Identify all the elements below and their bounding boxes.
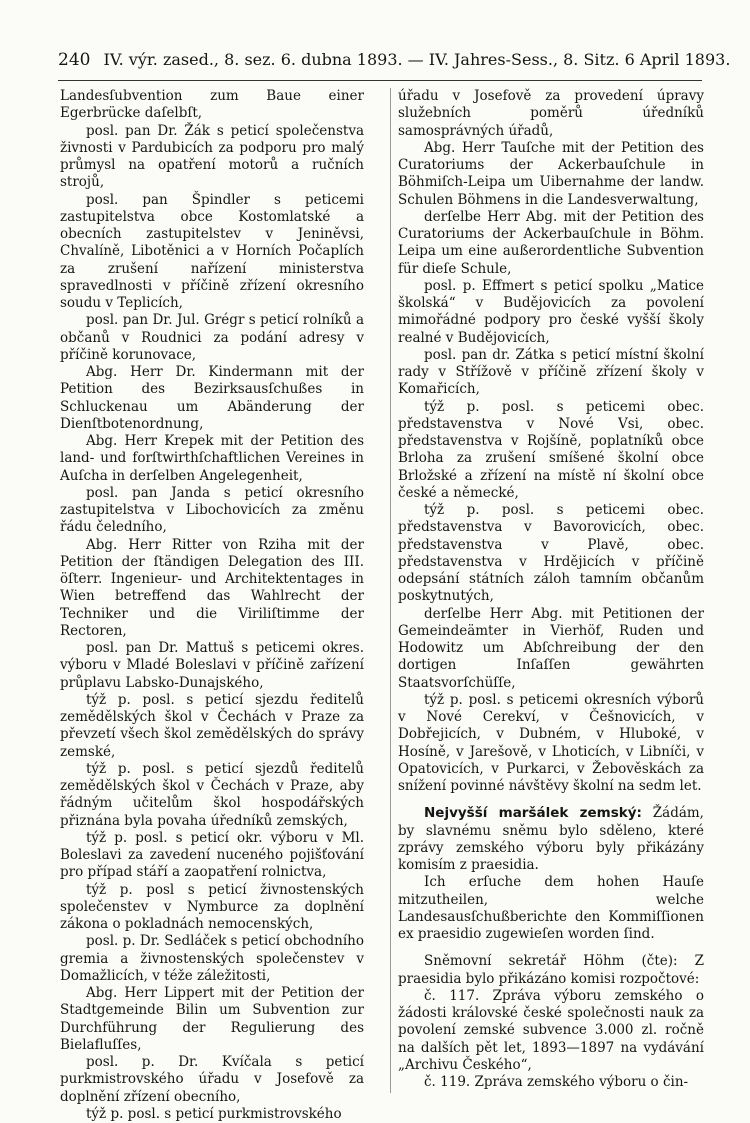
running-title: IV. výr. zased., 8. sez. 6. dubna 1893. — IV. Jahres-Sess., 8. Sitz. 6 April 1893.	[103, 50, 731, 69]
paragraph: posl. p. Dr. Kvíčala s peticí purkmistrovského úřadu v Josefově za doplnění zřízení obecního,	[60, 1054, 364, 1105]
paragraph: Abg. Herr Dr. Kindermann mit der Petition des Bezirksausſchußes in Schluckenau um Abänderung der Dienſtbotenordnung,	[60, 364, 364, 432]
paragraph: týž p. posl s peticí živnostenských společenstev v Nymburce za doplnění zákona o pokladnách nemocenských,	[60, 881, 364, 932]
paragraph: posl. pan dr. Zátka s peticí místní školní rady v Střížově v příčině zřízení školy v Komařicích,	[398, 346, 704, 398]
speaker-name: Nejvyšší maršálek zemský:	[424, 805, 642, 822]
paragraph: č. 119. Zpráva zemského výboru o čin-	[424, 1074, 689, 1090]
paragraph: posl. pan Janda s peticí okresního zastupitelstva v Libochovicích za změnu řádu čeledního,	[60, 484, 364, 536]
paragraph: týž p. posl. s peticí sjezdu ředitelů zemědělských škol v Čechách v Praze za převzetí všech škol zemědělských do správy zemské,	[60, 691, 364, 760]
left-column	[60, 88, 364, 1123]
paragraph: derſelbe Herr Abg. mit der Petition des Curatoriums der Ackerbauſchule in Böhm. Leipa um eine außerordentliche Subvention für dieſe Schule,	[398, 208, 704, 277]
paragraph: posl. p. Dr. Sedláček s peticí obchodního gremia a živnostenských společenstev v Domažlicích, v téže záležitosti,	[60, 933, 364, 984]
page-header	[58, 50, 731, 70]
column-divider	[390, 88, 391, 1093]
header-rule	[58, 80, 702, 81]
paragraph: posl. pan Dr. Mattuš s peticemi okres. výboru v Mladé Boleslavi v příčině zařízení průplavu Labsko-Dunajského,	[60, 640, 364, 691]
paragraph: týž p. posl. s peticí okr. výboru v Ml. Boleslavi za zavedení nuceného pojišťování pro případ stáří a zaopatření rolnictva,	[60, 829, 364, 881]
paragraph: Landesſubvention zum Baue einer Egerbrücke daſelbſt,	[60, 88, 364, 122]
speech-text: Žádám, by slavnému sněmu bylo sděleno, které zprávy zemského výboru byly přikázány komisím z praesidia.	[398, 805, 704, 873]
paragraph: týž p. posl. s peticemi okresních výborů v Nové Cerekví, v Češnovicích, v Dobřejicích, v Dubném, v Hluboké, v Hosíně, v Jarešově, v Lhoticích, v Libníči, v Opatovicích, v Purkarci, v Žebověskách za snížení povinné návštěvy školní na sedm let.	[398, 691, 704, 794]
paragraph: Sněmovní sekretář Höhm (čte): Z praesidia bylo přikázáno komisi rozpočtové:	[398, 953, 704, 987]
paragraph: Abg. Herr Ritter von Rziha mit der Petition der ſtändigen Delegation des III. öſterr. Ingenieur- und Architektentages in Wien betreffend das Wahlrecht der Techniker und die Viriliſtimme der Rectoren,	[60, 536, 364, 639]
paragraph: úřadu v Josefově za provedení úpravy služebních poměrů úředníků samosprávných úřadů,	[398, 88, 704, 139]
paragraph: posl. pan Špindler s peticemi zastupitelstva obce Kostomlatské a obecních zastupitelstev v Jeniněvsi, Chvalíně, Libotěnici a v Horních Počaplích za zrušení nařízení ministerstva spravedlnosti v příčině zřízení okresního soudu v Teplicích,	[60, 191, 364, 311]
speech-paragraph	[398, 805, 704, 874]
paragraph: týž p. posl. s peticí purkmistrovského	[86, 1105, 342, 1122]
paragraph: č. 117. Zpráva výboru zemského o žádosti královské české společnosti nauk za povolení zemské subvence 3.000 zl. ročně na dalších pět let, 1893—1897 na vydávání „Archivu Českého“,	[398, 987, 704, 1073]
paragraph: posl. pan Dr. Žák s peticí společenstva živnosti v Pardubicích za podporu pro malý průmysl na opatření motorů a ručních strojů,	[60, 122, 364, 191]
paragraph: týž p. posl. s peticemi obec. představenstva v Bavorovicích, obec. představenstva v Plavě, obec. představenstva v Hrdějicích v příčině odepsání státních záloh tamním občanům poskytnutých,	[398, 502, 704, 605]
paragraph: posl. p. Effmert s peticí spolku „Matice školská“ v Budějovicích za povolení mimořádné podpory pro české vyšší školy realné v Budějovicích,	[398, 277, 704, 346]
paragraph: Ich erſuche dem hohen Hauſe mitzutheilen, welche Landesausſchußberichte den Kommiſſionen ex praesidio zugewieſen worden ſind.	[398, 874, 704, 942]
paragraph: posl. pan Dr. Jul. Grégr s peticí rolníků a občanů v Roudnici za podání adresy v příčině korunovace,	[60, 312, 364, 363]
paragraph: Abg. Herr Lippert mit der Petition der Stadtgemeinde Bilin um Subvention zur Durchführung der Regulierung des Bielafluſſes,	[60, 985, 364, 1053]
paragraph: derſelbe Herr Abg. mit Petitionen der Gemeindeämter in Vierhöf, Ruden und Hodowitz um Abſchreibung der den dortigen Inſaſſen gewährten Staatsvorſchüſſe,	[398, 605, 704, 691]
page-number: 240	[58, 50, 91, 70]
right-column	[398, 88, 704, 1091]
paragraph: Abg. Herr Tauſche mit der Petition des Curatoriums der Ackerbauſchule in Böhmiſch-Leipa um Uibernahme der landw. Schulen Böhmens in die Landesverwaltung,	[398, 139, 704, 208]
paragraph: Abg. Herr Krepek mit der Petition des land- und forſtwirthſchaftlichen Vereines in Auſcha in derſelben Angelegenheit,	[60, 433, 364, 484]
paragraph: týž p. posl. s peticemi obec. představenstva v Nové Vsi, obec. představenstva v Rojšíně, poplatníků obce Brloha za zrušení smíšené školní obce Brložské a zřízení na místě ní školní obce české a německé,	[398, 398, 704, 501]
paragraph: týž p. posl. s peticí sjezdů ředitelů zemědělských škol v Čechách v Praze, aby řádným učitelům škol hospodářských přiznána byla povaha úředníků zemských,	[60, 760, 364, 829]
